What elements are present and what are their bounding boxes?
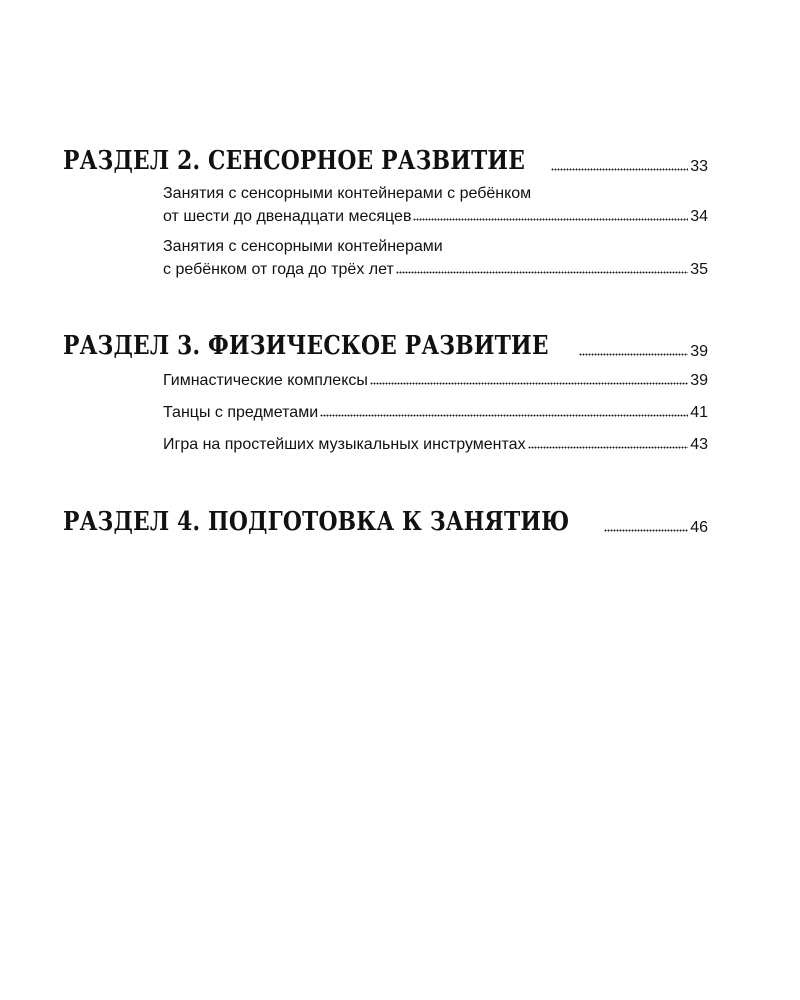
toc-item-2-1 (163, 184, 708, 226)
section-2-title: РАЗДЕЛ 2. СЕНСОРНОЕ РАЗВИТИЕ (63, 146, 526, 176)
section-3-page: 39 (690, 343, 708, 360)
dot-leader (413, 218, 688, 221)
item-2-2-line-1: Занятия с сенсорными контейнерами (163, 238, 443, 255)
section-3-title: РАЗДЕЛ 3. ФИЗИЧЕСКОЕ РАЗВИТИЕ (63, 331, 549, 361)
dot-leader (579, 353, 688, 356)
toc-item-3-2 (163, 403, 708, 422)
item-3-3-page: 43 (690, 436, 708, 453)
toc-item-3-3 (163, 435, 708, 454)
item-3-1-text: Гимнастические комплексы (163, 372, 368, 389)
toc-item-2-2 (163, 237, 708, 279)
dot-leader (320, 414, 688, 417)
toc-section-4 (63, 507, 708, 537)
dot-leader (370, 382, 688, 385)
item-3-3-text: Игра на простейших музыкальных инструментах (163, 436, 526, 453)
toc-section-2 (63, 146, 708, 176)
item-3-2-page: 41 (690, 404, 708, 421)
toc-item-3-1 (163, 371, 708, 390)
item-3-2-text: Танцы с предметами (163, 404, 319, 421)
dot-leader (396, 271, 688, 274)
dot-leader (604, 529, 688, 532)
item-2-1-line-2: от шести до двенадцати месяцев (163, 208, 412, 225)
section-4-title: РАЗДЕЛ 4. ПОДГОТОВКА К ЗАНЯТИЮ (63, 507, 570, 537)
section-2-page: 33 (690, 158, 708, 175)
item-3-1-page: 39 (690, 372, 708, 389)
dot-leader (551, 168, 688, 171)
item-2-1-line-1: Занятия с сенсорными контейнерами с ребёнком (163, 185, 532, 202)
item-2-2-page: 35 (690, 261, 708, 278)
section-4-page: 46 (690, 519, 708, 536)
item-2-1-page: 34 (690, 208, 708, 225)
item-2-2-line-2: с ребёнком от года до трёх лет (163, 261, 394, 278)
dot-leader (528, 446, 689, 449)
toc-section-3 (63, 331, 708, 361)
